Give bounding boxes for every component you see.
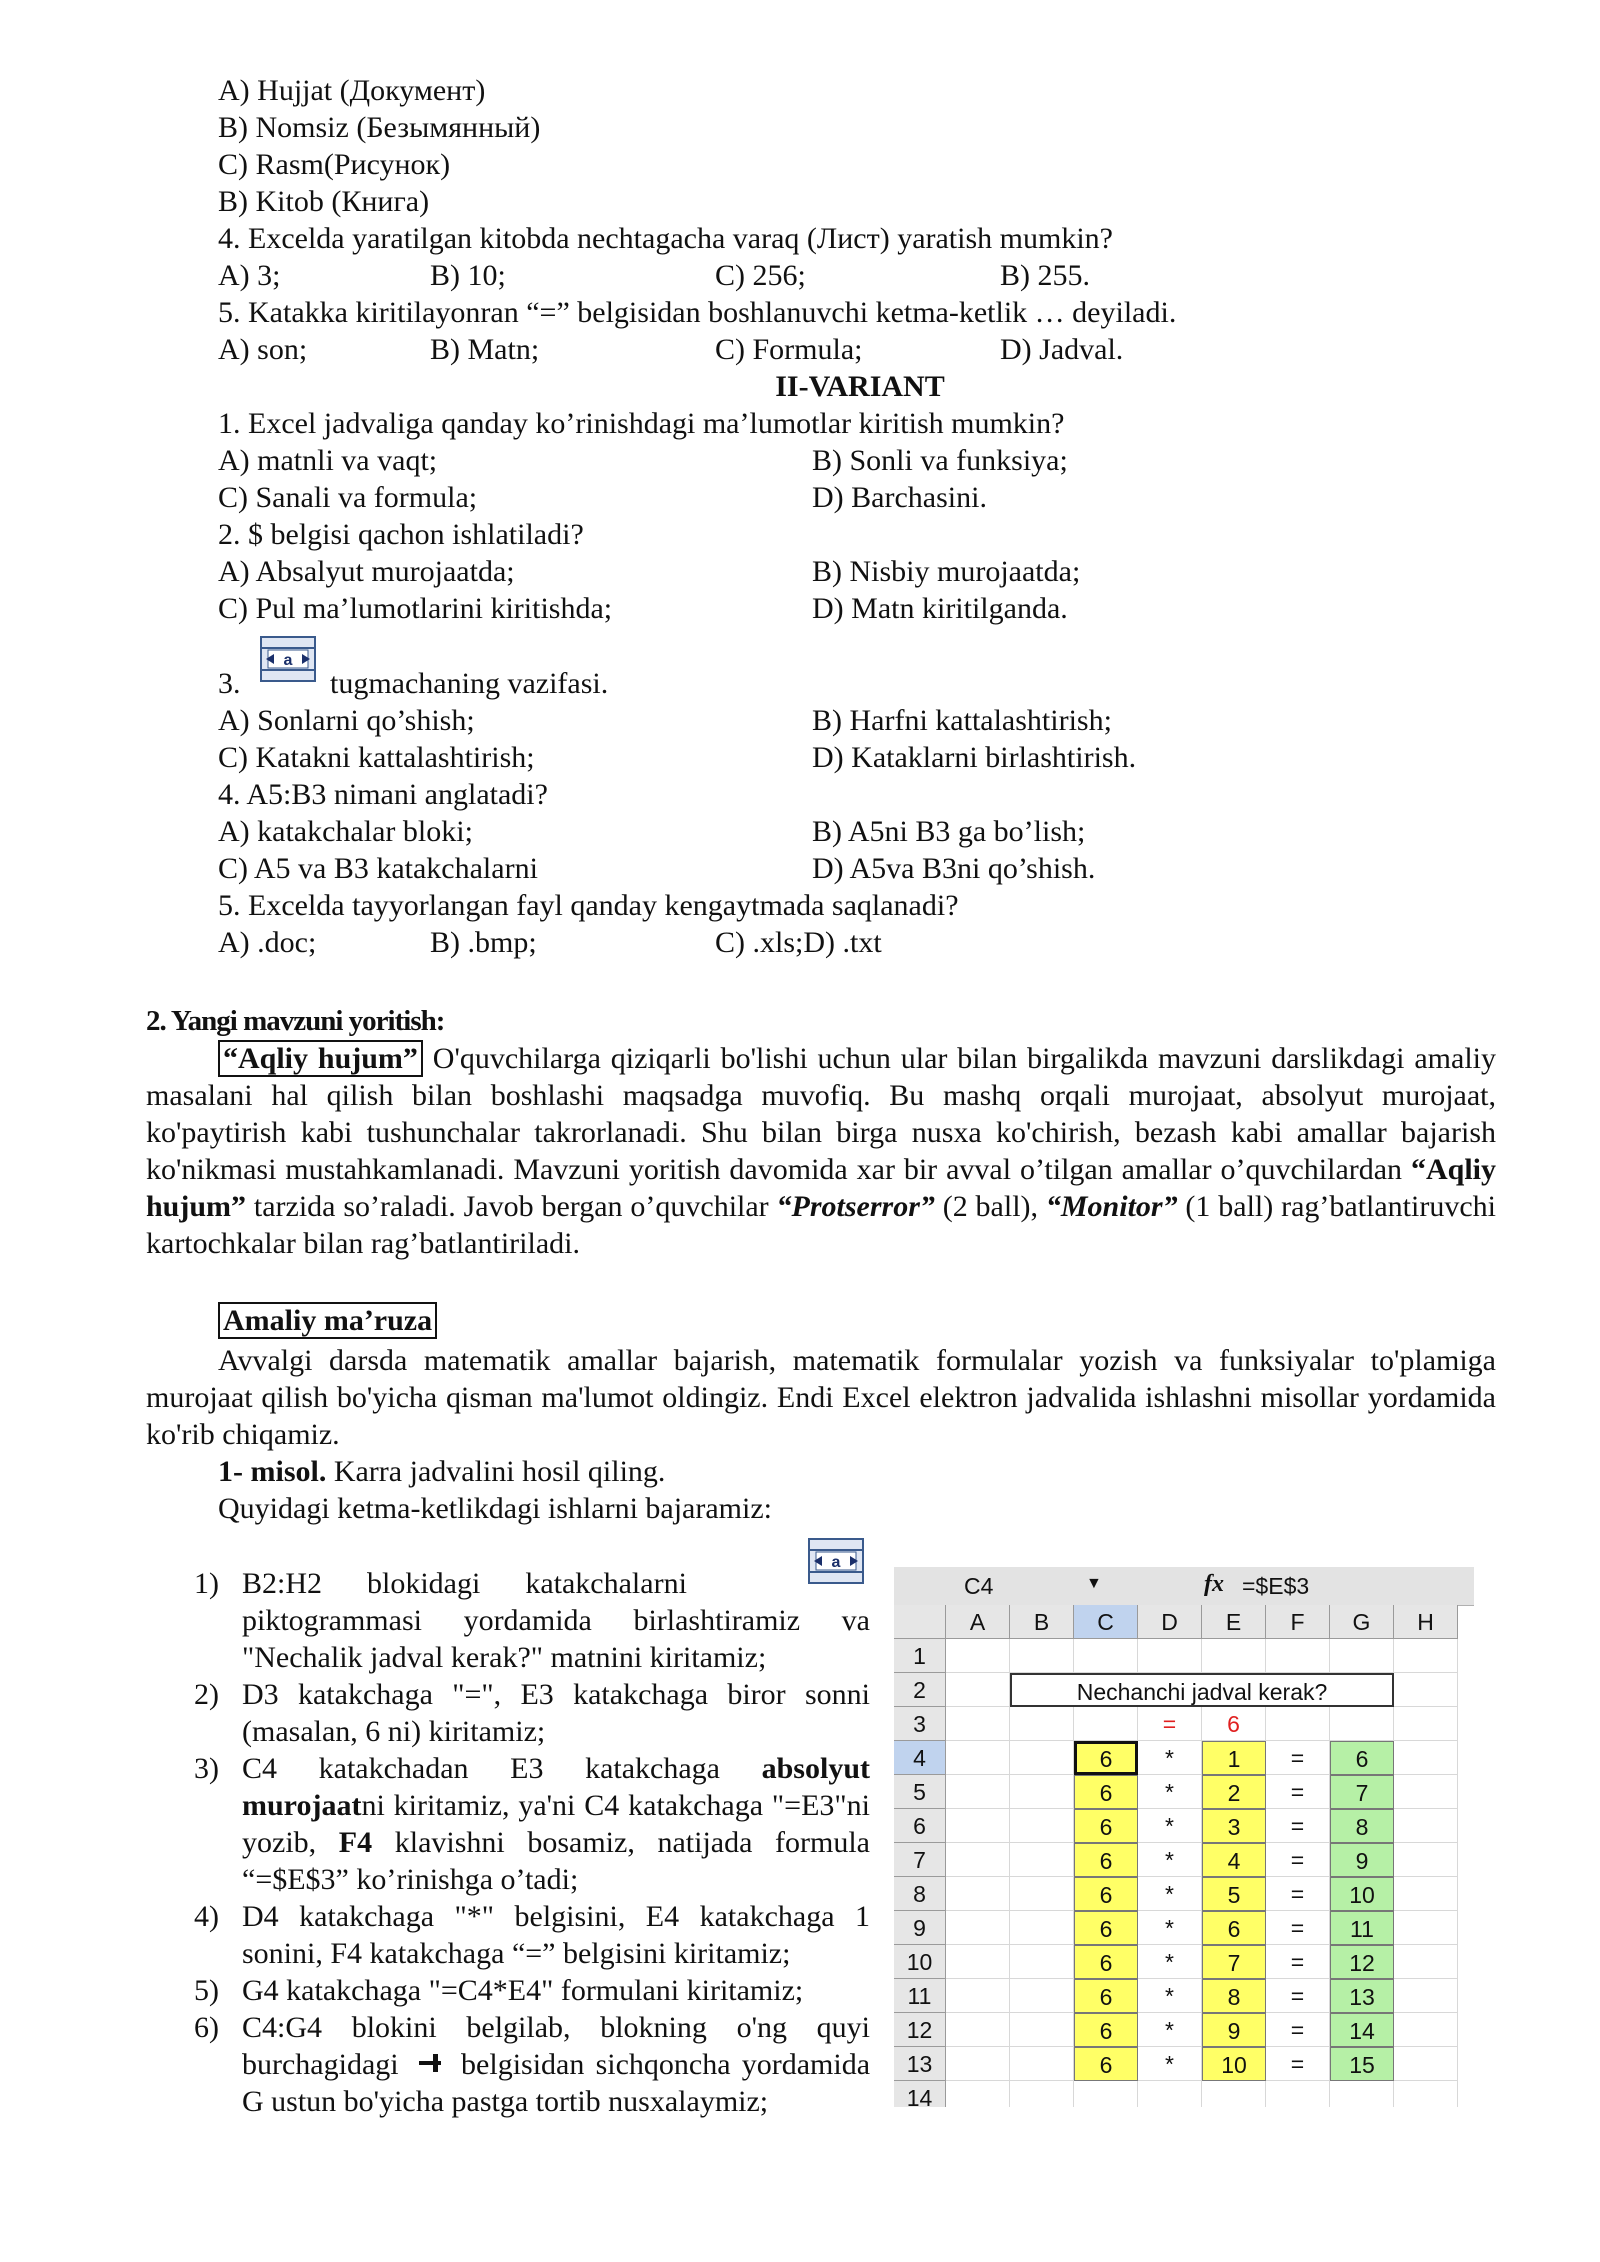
option-d: D) Matn kiritilganda. — [812, 592, 1068, 625]
step-number: 5) — [194, 1974, 219, 2007]
question-line: 5. Excelda tayyorlangan fayl qanday kengaytmada saqlanadi? — [218, 889, 959, 922]
cell-d[interactable]: * — [1138, 1741, 1202, 1775]
cell[interactable] — [1394, 1945, 1458, 1979]
cell[interactable] — [946, 1945, 1010, 1979]
q5-option-c: C) Formula; — [715, 333, 863, 366]
cell[interactable] — [1394, 1673, 1458, 1707]
cell-e[interactable]: 6 — [1202, 1911, 1266, 1945]
cell-c[interactable]: 6 — [1074, 2013, 1138, 2047]
text-run: ni kiritamiz, ya'ni C4 katakchaga "=E3"ni yozib, — [242, 1789, 870, 1859]
cell-f[interactable]: = — [1266, 1945, 1330, 1979]
row-header[interactable]: 8 — [894, 1877, 946, 1911]
svg-text:a: a — [831, 1554, 841, 1571]
bold-term: “Aqliy hujum” — [146, 1153, 1496, 1223]
bold-italic-term: “Monitor” — [1045, 1190, 1178, 1223]
q5-option-d: D) Jadval. — [1000, 333, 1124, 366]
cell-e[interactable]: 8 — [1202, 1979, 1266, 2013]
option-b: B) Nisbiy murojaatda; — [812, 555, 1081, 588]
cell[interactable] — [1266, 2081, 1330, 2107]
cell[interactable] — [1010, 1979, 1074, 2013]
fill-handle-icon — [410, 2046, 450, 2083]
cell-f[interactable]: = — [1266, 1843, 1330, 1877]
cell[interactable] — [1074, 1707, 1138, 1741]
row-header[interactable]: 9 — [894, 1911, 946, 1945]
option-c: C) Sanali va formula; — [218, 481, 478, 514]
option-d: D) Barchasini. — [812, 481, 987, 514]
cell-c[interactable]: 6 — [1074, 1979, 1138, 2013]
cell-g[interactable]: 14 — [1330, 2013, 1394, 2047]
cell[interactable] — [946, 1911, 1010, 1945]
cell-g[interactable]: 8 — [1330, 1809, 1394, 1843]
step-text: B2:H2 blokidagi katakchalarni — [242, 1567, 687, 1600]
cell[interactable] — [1138, 1639, 1202, 1673]
amaliy-title — [218, 1302, 437, 1339]
column-header[interactable]: G — [1330, 1605, 1394, 1639]
q4-option-c: C) 256; — [715, 259, 806, 292]
step-number: 6) — [194, 2011, 219, 2044]
merge-and-center-icon — [260, 636, 316, 682]
bold-italic-term: “Protserror” — [776, 1190, 935, 1223]
dropdown-arrow-icon[interactable]: ▼ — [1086, 1575, 1102, 1592]
question-line: 4. Excelda yaratilgan kitobda nechtagacha varaq (Лист) yaratish mumkin? — [218, 222, 1113, 255]
cell-e3[interactable]: 6 — [1202, 1707, 1266, 1741]
bold-term: F4 — [338, 1826, 373, 1859]
step-number: 2) — [194, 1678, 219, 1711]
text-run: C4:G4 blokini belgilab, blokning o'ng quyi burchagidagi — [242, 2011, 870, 2081]
cell-d[interactable]: * — [1138, 1979, 1202, 2013]
row-header[interactable]: 3 — [894, 1707, 946, 1741]
text-run: belgisidan sichqoncha yordamida G ustun bo'yicha pastga tortib nusxalaymiz; — [242, 2048, 871, 2118]
column-header[interactable]: H — [1394, 1605, 1458, 1639]
cell[interactable] — [1010, 1809, 1074, 1843]
cell[interactable] — [1202, 1639, 1266, 1673]
option-line: B) Kitob (Книга) — [218, 185, 430, 218]
row-header[interactable]: 14 — [894, 2081, 946, 2107]
variant-title: II-VARIANT — [775, 370, 945, 403]
row-header[interactable]: 7 — [894, 1843, 946, 1877]
cell-g[interactable]: 12 — [1330, 1945, 1394, 1979]
step-text: G4 katakchaga "=C4*E4" formulani kiritamiz; — [242, 1974, 804, 2007]
cell-d[interactable]: * — [1138, 1775, 1202, 1809]
cell-f[interactable]: = — [1266, 1877, 1330, 1911]
option-b: B) A5ni B3 ga bo’lish; — [812, 815, 1086, 848]
cell-e[interactable]: 4 — [1202, 1843, 1266, 1877]
cell[interactable] — [1394, 1877, 1458, 1911]
step-text: D3 katakchaga "=", E3 katakchaga biror sonni (masalan, 6 ni) kiritamiz; — [242, 1678, 870, 1748]
cell[interactable] — [946, 1707, 1010, 1741]
formula-bar — [894, 1567, 1474, 1606]
option-line: A) Hujjat (Документ) — [218, 74, 486, 107]
cell-c[interactable]: 6 — [1074, 1877, 1138, 1911]
column-header[interactable]: D — [1138, 1605, 1202, 1639]
cell-g[interactable]: 13 — [1330, 1979, 1394, 2013]
column-header[interactable]: F — [1266, 1605, 1330, 1639]
cell-g[interactable]: 7 — [1330, 1775, 1394, 1809]
cell-g[interactable]: 15 — [1330, 2047, 1394, 2081]
step-text: D4 katakchaga "*" belgisini, E4 katakchaga 1 sonini, F4 katakchaga “=” belgisini kiritamiz; — [242, 1900, 870, 1970]
row-header[interactable]: 6 — [894, 1809, 946, 1843]
cell-c[interactable]: 6 — [1074, 1945, 1138, 1979]
cell[interactable] — [1330, 2081, 1394, 2107]
cell[interactable] — [1010, 2013, 1074, 2047]
cell[interactable] — [1010, 1639, 1074, 1673]
step-number: 4) — [194, 1900, 219, 1933]
option-a: A) matnli va vaqt; — [218, 444, 438, 477]
cell[interactable] — [1394, 1911, 1458, 1945]
row-header[interactable]: 11 — [894, 1979, 946, 2013]
row-header[interactable]: 4 — [894, 1741, 946, 1775]
cell-e[interactable]: 5 — [1202, 1877, 1266, 1911]
option-a: A) Absalyut murojaatda; — [218, 555, 515, 588]
svg-text:a: a — [283, 652, 293, 669]
step-item — [194, 1565, 870, 1676]
misol-text: Karra jadvalini hosil qiling. — [326, 1455, 666, 1488]
option-b: B) Sonli va funksiya; — [812, 444, 1068, 477]
cell[interactable] — [1010, 1911, 1074, 1945]
cell[interactable] — [1330, 1639, 1394, 1673]
cell-f[interactable]: = — [1266, 1911, 1330, 1945]
cell-g[interactable]: 11 — [1330, 1911, 1394, 1945]
cell-d[interactable]: * — [1138, 1945, 1202, 1979]
cell[interactable] — [946, 2047, 1010, 2081]
question-line: 4. A5:B3 nimani anglatadi? — [218, 778, 548, 811]
cell-d[interactable]: * — [1138, 1911, 1202, 1945]
misol-line — [218, 1453, 665, 1490]
cell-d[interactable]: * — [1138, 1877, 1202, 1911]
cell-c[interactable]: 6 — [1074, 1775, 1138, 1809]
amaliy-paragraph: Avvalgi darsda matematik amallar bajarish, matematik formulalar yozish va funksiyalar to'plamiga murojaat qilish bo'yicha qisman ma'lumot oldingiz. Endi Excel elektron jadvalida ishlashni misollar yordamida ko'rib chiqamiz. — [146, 1344, 1496, 1451]
cell[interactable] — [1010, 1945, 1074, 1979]
column-header[interactable]: B — [1010, 1605, 1074, 1639]
cell[interactable] — [946, 2013, 1010, 2047]
cell-d[interactable]: * — [1138, 2047, 1202, 2081]
cell[interactable] — [1394, 1809, 1458, 1843]
cell[interactable] — [1394, 2047, 1458, 2081]
cell[interactable] — [1394, 1639, 1458, 1673]
q4-option-a: A) 3; — [218, 259, 281, 292]
cell-f[interactable]: = — [1266, 2013, 1330, 2047]
cell[interactable] — [1010, 1877, 1074, 1911]
option-line: B) Nomsiz (Безымянный) — [218, 111, 541, 144]
cell[interactable] — [946, 1775, 1010, 1809]
text-run: C4 katakchadan E3 katakchaga — [242, 1752, 762, 1785]
option-a: A) katakchalar bloki; — [218, 815, 473, 848]
cell[interactable] — [946, 1639, 1010, 1673]
cell-d3[interactable]: = — [1138, 1707, 1202, 1741]
cell[interactable] — [1010, 1843, 1074, 1877]
cell[interactable] — [1010, 2047, 1074, 2081]
cell-f[interactable]: = — [1266, 1809, 1330, 1843]
cell[interactable] — [946, 1979, 1010, 2013]
cell[interactable] — [1394, 1741, 1458, 1775]
q5-option-a: A) son; — [218, 333, 308, 366]
cell-e[interactable]: 1 — [1202, 1741, 1266, 1775]
cell[interactable] — [946, 1741, 1010, 1775]
cell-g[interactable]: 6 — [1330, 1741, 1394, 1775]
cell[interactable] — [946, 1843, 1010, 1877]
column-header[interactable]: A — [946, 1605, 1010, 1639]
question-line: 2. $ belgisi qachon ishlatiladi? — [218, 518, 584, 551]
q4-option-b: B) 10; — [430, 259, 506, 292]
option-c: C) Pul ma’lumotlarini kiritishda; — [218, 592, 613, 625]
cell[interactable] — [1394, 2013, 1458, 2047]
cell[interactable] — [1010, 1741, 1074, 1775]
cell[interactable] — [1010, 2081, 1074, 2107]
row-header[interactable]: 2 — [894, 1673, 946, 1707]
bold-term: absolyut murojaat — [242, 1752, 870, 1822]
cell-f[interactable]: = — [1266, 2047, 1330, 2081]
cell-e[interactable]: 10 — [1202, 2047, 1266, 2081]
cell-e[interactable]: 2 — [1202, 1775, 1266, 1809]
option-a: A) .doc; — [218, 926, 317, 959]
step-text — [242, 2009, 870, 2120]
cell[interactable] — [1394, 1707, 1458, 1741]
row-header[interactable]: 10 — [894, 1945, 946, 1979]
text-run: klavishni bosamiz, natijada formula “=$E$3” ko’rinishga o’tadi; — [242, 1826, 870, 1896]
cell[interactable] — [1074, 1639, 1138, 1673]
cell-f[interactable]: = — [1266, 1979, 1330, 2013]
column-header[interactable]: C — [1074, 1605, 1138, 1639]
option-d: D) Kataklarni birlashtirish. — [812, 741, 1137, 774]
cell[interactable] — [1394, 1843, 1458, 1877]
cell-g[interactable]: 10 — [1330, 1877, 1394, 1911]
cell-f[interactable]: = — [1266, 1741, 1330, 1775]
step-number: 1) — [194, 1567, 219, 1600]
row-header[interactable]: 1 — [894, 1639, 946, 1673]
q5-option-b: B) Matn; — [430, 333, 540, 366]
fx-icon[interactable]: fx — [1204, 1571, 1224, 1597]
row-header[interactable]: 5 — [894, 1775, 946, 1809]
cell-g[interactable]: 9 — [1330, 1843, 1394, 1877]
row-header[interactable]: 12 — [894, 2013, 946, 2047]
merge-and-center-icon — [808, 1538, 864, 1584]
spreadsheet-screenshot — [894, 1567, 1474, 2107]
cell[interactable] — [1266, 1639, 1330, 1673]
step-item — [194, 2009, 870, 2120]
cell[interactable] — [1010, 1775, 1074, 1809]
cell-d[interactable]: * — [1138, 1809, 1202, 1843]
step-item — [194, 1676, 870, 1750]
cell[interactable] — [946, 1877, 1010, 1911]
step-item — [194, 1972, 870, 2009]
cell[interactable] — [1010, 1707, 1074, 1741]
option-d: D) A5va B3ni qo’shish. — [812, 852, 1096, 885]
text-run: (2 ball), — [934, 1190, 1046, 1223]
question-line: tugmachaning vazifasi. — [330, 667, 609, 700]
cell[interactable] — [1394, 1775, 1458, 1809]
cell[interactable] — [946, 1809, 1010, 1843]
step-text: piktogrammasi yordamida birlashtiramiz va "Nechalik jadval kerak?" matnini kiritamiz; — [242, 1604, 870, 1674]
cell-c[interactable]: 6 — [1074, 1741, 1138, 1775]
name-box[interactable]: C4 — [964, 1573, 994, 1599]
cell-e[interactable]: 7 — [1202, 1945, 1266, 1979]
text-run: tarzida so’raladi. Javob bergan o’quvchilar — [246, 1190, 777, 1223]
cell-e[interactable]: 3 — [1202, 1809, 1266, 1843]
cell[interactable] — [1266, 1707, 1330, 1741]
q4-option-d: B) 255. — [1000, 259, 1090, 292]
question-number: 3. — [218, 667, 241, 700]
boxed-title: Amaliy ma’ruza — [218, 1302, 437, 1339]
column-header[interactable]: E — [1202, 1605, 1266, 1639]
cell[interactable] — [1074, 2081, 1138, 2107]
cell-f[interactable]: = — [1266, 1775, 1330, 1809]
cell-d[interactable]: * — [1138, 1843, 1202, 1877]
cell-c[interactable]: 6 — [1074, 2047, 1138, 2081]
cell-e[interactable]: 9 — [1202, 2013, 1266, 2047]
option-b: B) .bmp; — [430, 926, 537, 959]
intro-line: Quyidagi ketma-ketlikdagi ishlarni bajaramiz: — [218, 1492, 772, 1525]
step-item — [194, 1898, 870, 1972]
question-line: 5. Katakka kiritilayonran “=” belgisidan boshlanuvchi ketma-ketlik … deyiladi. — [218, 296, 1177, 329]
cell-c[interactable]: 6 — [1074, 1911, 1138, 1945]
option-c: C) A5 va B3 katakchalarni — [218, 852, 538, 885]
option-c: C) Katakni kattalashtirish; — [218, 741, 535, 774]
cell-c[interactable]: 6 — [1074, 1843, 1138, 1877]
row-header[interactable]: 13 — [894, 2047, 946, 2081]
cell-c[interactable]: 6 — [1074, 1809, 1138, 1843]
cell[interactable] — [1394, 1979, 1458, 2013]
merged-title-cell[interactable]: Nechanchi jadval kerak? — [1010, 1673, 1394, 1707]
option-a: A) Sonlarni qo’shish; — [218, 704, 475, 737]
cell[interactable] — [1394, 2081, 1458, 2107]
option-b: B) Harfni kattalashtirish; — [812, 704, 1112, 737]
text-run: O'quvchilarga qiziqarli bo'lishi uchun ular bilan birgalikda mavzuni darslikdagi amaliy masalani hal qilish bilan boshlashi maqsadga muvofiq. Bu mashq orqali murojaat, absolyut murojaat, ko'paytirish kabi tushunchalar takrorlanadi. Shu bilan birga nusxa ko'chirish, bezash kabi amallar bajarish ko'nikmasi mustahkamlanadi. Mavzuni yoritish davomida xar bir avval o’tilgan amallar o’quvchilardan — [146, 1042, 1496, 1186]
option-line: C) Rasm(Рисунок) — [218, 148, 451, 181]
option-c: C) .xls;D) .txt — [715, 926, 882, 959]
section-heading: 2. Yangi mavzuni yoritish: — [146, 1005, 445, 1037]
formula-value[interactable]: =$E$3 — [1242, 1573, 1310, 1599]
cell[interactable] — [946, 2081, 1010, 2107]
cell[interactable] — [1202, 2081, 1266, 2107]
cell-d[interactable]: * — [1138, 2013, 1202, 2047]
misol-label: 1- misol. — [218, 1455, 327, 1488]
step-text — [242, 1750, 870, 1898]
cell[interactable] — [1138, 2081, 1202, 2107]
step-item — [194, 1750, 870, 1898]
section2-paragraph — [146, 1040, 1496, 1262]
boxed-term: “Aqliy hujum” — [218, 1040, 423, 1077]
select-all-corner[interactable] — [894, 1605, 946, 1639]
text-run: (1 ball) rag’batlantiruvchi kartochkalar bilan rag’batlantiriladi. — [146, 1190, 1496, 1260]
question-line: 1. Excel jadvaliga qanday ko’rinishdagi ma’lumotlar kiritish mumkin? — [218, 407, 1065, 440]
cell[interactable] — [946, 1673, 1010, 1707]
step-number: 3) — [194, 1752, 219, 1785]
cell[interactable] — [1330, 1707, 1394, 1741]
